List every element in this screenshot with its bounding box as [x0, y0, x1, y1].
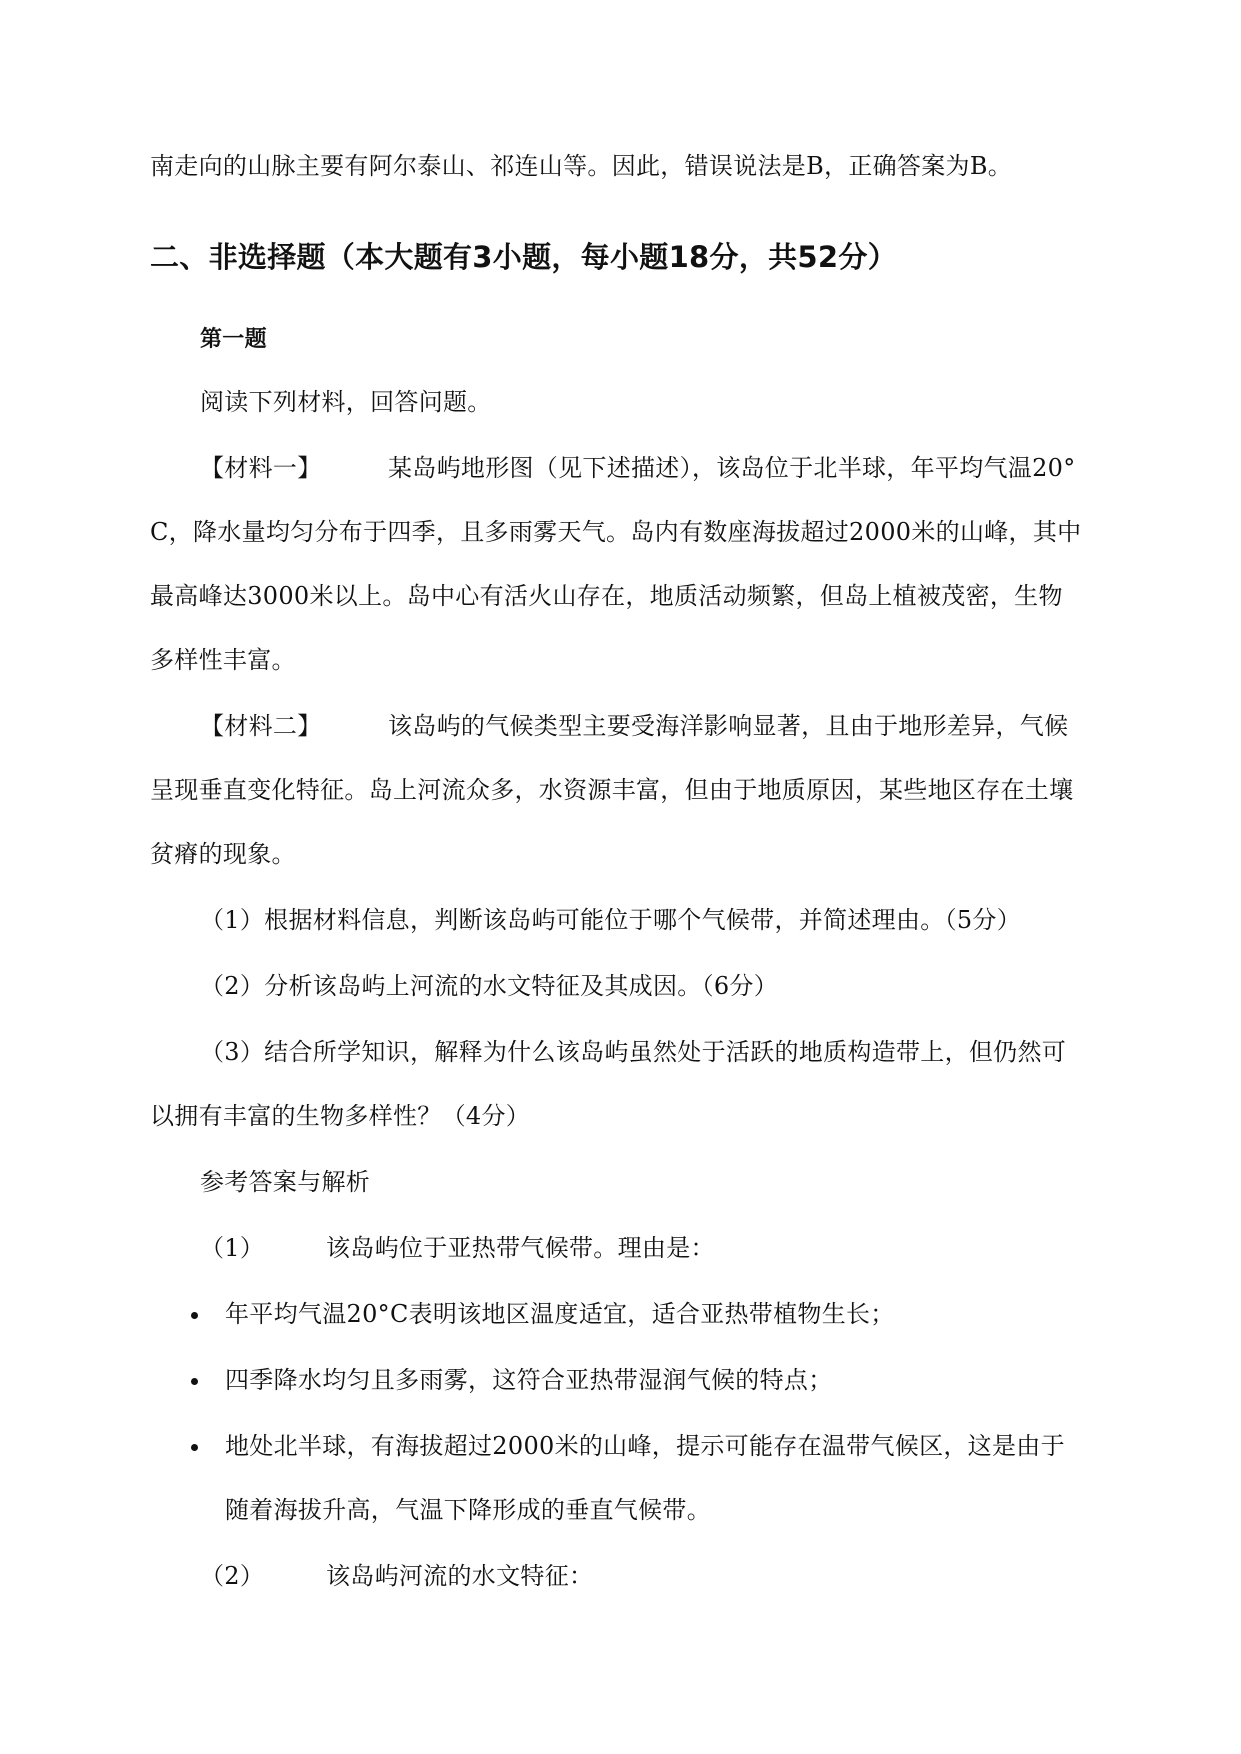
bullet-item: 四季降水均匀且多雨雾，这符合亚热带湿润气候的特点； [225, 1366, 833, 1394]
material2-text: 该岛屿的气候类型主要受海洋影响显著，且由于地形差异，气候 [388, 712, 1069, 740]
answer-2-intro [200, 1560, 593, 1592]
bullet-item: 地处北半球，有海拔超过2000米的山峰，提示可能存在温带气候区，这是由于 [225, 1432, 1065, 1460]
sub-question-2: （2）分析该岛屿上河流的水文特征及其成因。（6分） [200, 972, 779, 1000]
bullet-icon [191, 1444, 198, 1451]
bullet-icon [191, 1378, 198, 1385]
sub-question-3-cont: 以拥有丰富的生物多样性？（4分） [150, 1102, 531, 1130]
bullet-icon [191, 1312, 198, 1319]
answer-1-number: （1） [200, 1234, 265, 1262]
answer-2-text: 该岛屿河流的水文特征： [326, 1562, 594, 1590]
question-title: 第一题 [200, 327, 267, 352]
material1-line: C，降水量均匀分布于四季，且多雨雾天气。岛内有数座海拔超过2000米的山峰，其中 [150, 518, 1082, 546]
material1-line: 最高峰达3000米以上。岛中心有活火山存在，地质活动频繁，但岛上植被茂密，生物 [150, 582, 1063, 610]
material2-line: 呈现垂直变化特征。岛上河流众多，水资源丰富，但由于地质原因，某些地区存在土壤 [150, 776, 1074, 804]
question-intro: 阅读下列材料，回答问题。 [200, 388, 492, 416]
bullet-item: 年平均气温20°C表明该地区温度适宜，适合亚热带植物生长； [225, 1300, 895, 1328]
paragraph-line: 南走向的山脉主要有阿尔泰山、祁连山等。因此，错误说法是B，正确答案为B。 [150, 152, 1013, 180]
material1-line [200, 452, 1076, 484]
answer-title: 参考答案与解析 [200, 1168, 371, 1196]
section-heading: 二、非选择题（本大题有3小题，每小题18分，共52分） [150, 240, 897, 274]
material1-tag: 【材料一】 [200, 454, 322, 482]
material2-line [200, 710, 1068, 742]
material1-text: 某岛屿地形图（见下述描述），该岛位于北半球，年平均气温20° [388, 454, 1076, 482]
answer-1-intro [200, 1232, 715, 1264]
material2-tag: 【材料二】 [200, 712, 322, 740]
material1-line: 多样性丰富。 [150, 646, 296, 674]
material2-line: 贫瘠的现象。 [150, 840, 296, 868]
answer-1-text: 该岛屿位于亚热带气候带。理由是： [326, 1234, 715, 1262]
answer-2-number: （2） [200, 1562, 265, 1590]
sub-question-1: （1）根据材料信息，判断该岛屿可能位于哪个气候带，并简述理由。（5分） [200, 906, 1022, 934]
bullet-item-cont: 随着海拔升高，气温下降形成的垂直气候带。 [225, 1496, 711, 1524]
sub-question-3: （3）结合所学知识，解释为什么该岛屿虽然处于活跃的地质构造带上，但仍然可 [200, 1038, 1067, 1066]
